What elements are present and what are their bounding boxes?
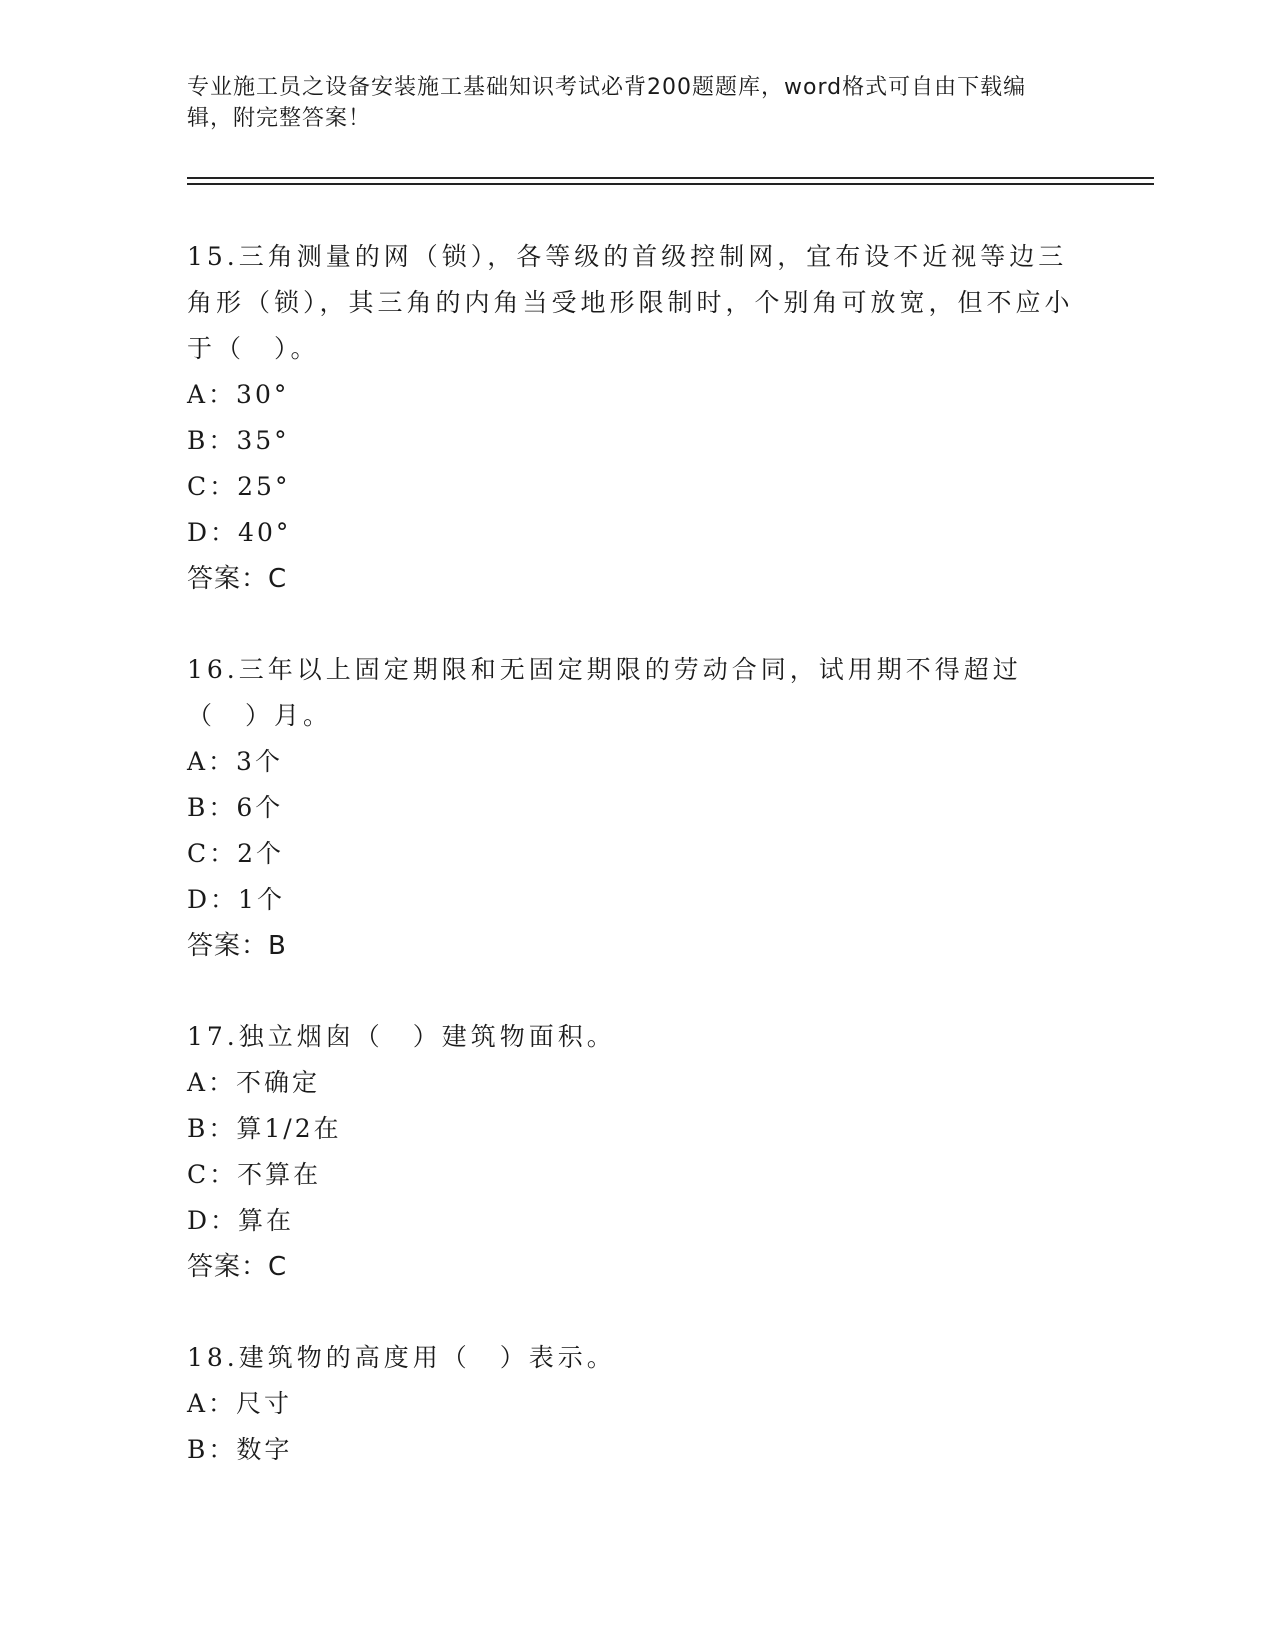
question-15 bbox=[187, 234, 1087, 602]
option-d: D：算在 bbox=[187, 1206, 295, 1235]
option-c: C：不算在 bbox=[187, 1160, 322, 1189]
option-a: A：3个 bbox=[187, 747, 283, 776]
option-b: B：算1/2在 bbox=[187, 1114, 342, 1143]
question-list bbox=[187, 234, 1087, 1518]
answer-label: 答案：C bbox=[187, 1252, 288, 1282]
document-header: 专业施工员之设备安装施工基础知识考试必背200题题库，word格式可自由下载编辑，附完整答案！ bbox=[187, 75, 1027, 131]
question-text: 17.独立烟囱（ ）建筑物面积。 bbox=[187, 1022, 616, 1051]
option-d: D：1个 bbox=[187, 885, 285, 914]
question-16 bbox=[187, 647, 1087, 969]
option-a: A：30° bbox=[187, 380, 290, 409]
option-b: B：6个 bbox=[187, 793, 284, 822]
question-18 bbox=[187, 1335, 1087, 1473]
option-b: B：35° bbox=[187, 426, 290, 455]
question-text: 18.建筑物的高度用（ ）表示。 bbox=[187, 1343, 616, 1372]
answer-label: 答案：B bbox=[187, 931, 287, 961]
option-d: D：40° bbox=[187, 518, 292, 547]
option-a: A：尺寸 bbox=[187, 1389, 293, 1418]
question-text: 16.三年以上固定期限和无固定期限的劳动合同，试用期不得超过（ ）月。 bbox=[187, 655, 1022, 730]
header-divider-top bbox=[187, 177, 1154, 179]
question-text: 15.三角测量的网（锁），各等级的首级控制网，宜布设不近视等边三角形（锁），其三角的内角当受地形限制时，个别角可放宽，但不应小于（ ）。 bbox=[187, 242, 1074, 363]
option-c: C：2个 bbox=[187, 839, 285, 868]
option-a: A：不确定 bbox=[187, 1068, 321, 1097]
header-divider-bottom bbox=[187, 183, 1154, 185]
answer-label: 答案：C bbox=[187, 564, 288, 594]
question-17 bbox=[187, 1014, 1087, 1290]
option-c: C：25° bbox=[187, 472, 291, 501]
option-b: B：数字 bbox=[187, 1435, 293, 1464]
